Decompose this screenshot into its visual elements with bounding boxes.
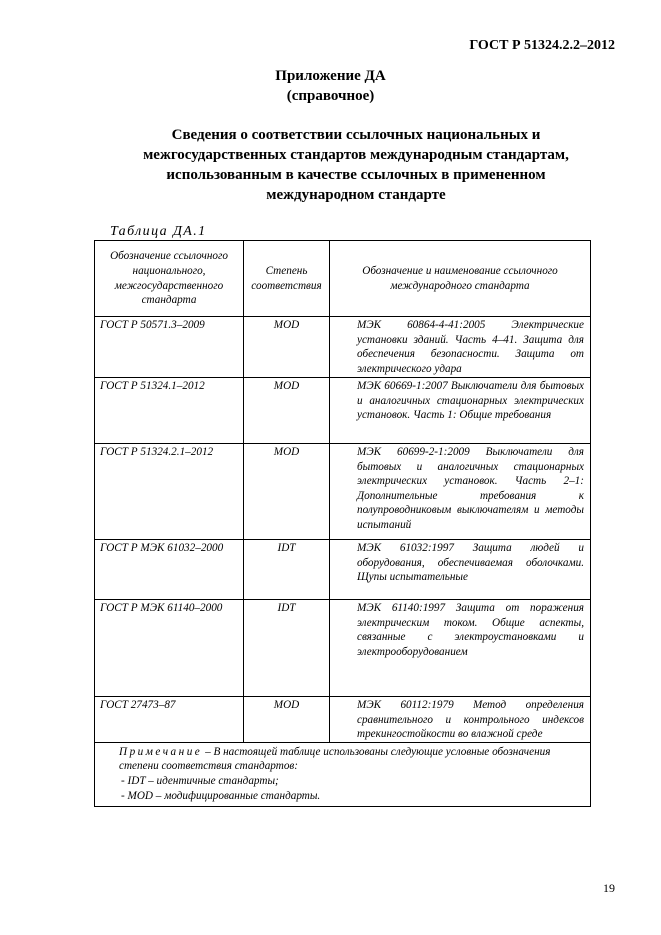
cell-international-text: МЭК 60112:1979 Метод определения сравнительного и контрольного индексов трекингостойкости во влажной среде — [357, 699, 584, 741]
section-title-line: межгосударственных стандартов международным стандартам, — [143, 147, 569, 163]
cell-international-text: МЭК 61140:1997 Защита от поражения электрическим током. Общие аспекты, связанные с электроустановками и электрооборудованием — [357, 602, 584, 658]
cell-international — [330, 600, 591, 697]
cell-national: ГОСТ Р 50571.3–2009 — [95, 317, 244, 378]
cell-degree: MOD — [244, 697, 330, 743]
cell-international-text: МЭК 60864-4-41:2005 Электрические установки зданий. Часть 4–41. Защита для обеспечения безопасности. Защита от электрического удара — [357, 319, 584, 375]
page-number: 19 — [603, 881, 615, 895]
cell-national: ГОСТ Р 51324.2.1–2012 — [95, 444, 244, 540]
standards-table — [94, 240, 591, 807]
cell-international — [330, 540, 591, 600]
cell-international-text: МЭК 60699-2-1:2009 Выключатели для бытовых и аналогичных стационарных электрических установок. Часть 2–1: Дополнительные требования к полупроводниковым выключателям и методы испытаний — [357, 446, 584, 531]
note-item-idt: - IDT – идентичные стандарты; — [121, 774, 279, 787]
cell-national: ГОСТ Р МЭК 61140–2000 — [95, 600, 244, 697]
note-paragraph — [101, 745, 584, 774]
cell-degree: MOD — [244, 317, 330, 378]
cell-degree: IDT — [244, 540, 330, 600]
cell-international — [330, 697, 591, 743]
appendix-title-line: Приложение ДА — [275, 68, 386, 84]
table-row — [95, 600, 591, 697]
appendix-subtitle-line: (справочное) — [286, 88, 375, 104]
section-title-line: использованным в качестве ссылочных в примененном — [166, 167, 546, 183]
cell-national: ГОСТ 27473–87 — [95, 697, 244, 743]
table-row — [95, 540, 591, 600]
cell-international-text: МЭК 60669-1:2007 Выключатели для бытовых и аналогичных стационарных электрических установок. Часть 1: Общие требования — [357, 380, 584, 422]
cell-degree: MOD — [244, 378, 330, 444]
note-item-mod: - MOD – модифицированные стандарты. — [121, 789, 321, 802]
header-degree: Степень соответствия — [244, 241, 330, 317]
appendix-title — [0, 66, 661, 106]
table-header-row — [95, 241, 591, 317]
section-title — [96, 125, 616, 205]
header-national-standard: Обозначение ссылочного национального, межгосударственного стандарта — [95, 241, 244, 317]
cell-international — [330, 444, 591, 540]
table-row — [95, 317, 591, 378]
document-code: ГОСТ Р 51324.2.2–2012 — [469, 38, 615, 53]
table-note-row — [95, 742, 591, 806]
table-row — [95, 444, 591, 540]
section-title-line: международном стандарте — [266, 187, 446, 203]
cell-national: ГОСТ Р МЭК 61032–2000 — [95, 540, 244, 600]
table-note — [95, 742, 591, 806]
header-international-standard: Обозначение и наименование ссылочного международного стандарта — [330, 241, 591, 317]
table-row — [95, 697, 591, 743]
cell-international-text: МЭК 61032:1997 Защита людей и оборудования, обеспечиваемая оболочками. Щупы испытательные — [357, 542, 584, 584]
table-caption: Таблица ДА.1 — [110, 224, 207, 239]
table-row — [95, 378, 591, 444]
cell-international — [330, 378, 591, 444]
cell-national: ГОСТ Р 51324.1–2012 — [95, 378, 244, 444]
cell-international — [330, 317, 591, 378]
cell-degree: MOD — [244, 444, 330, 540]
note-label: Примечание — [119, 745, 203, 758]
cell-degree: IDT — [244, 600, 330, 697]
note-text: – В настоящей таблице использованы следующие условные обозначения степени соответствия стандартов: — [119, 745, 551, 773]
section-title-line: Сведения о соответствии ссылочных национальных и — [171, 127, 541, 143]
